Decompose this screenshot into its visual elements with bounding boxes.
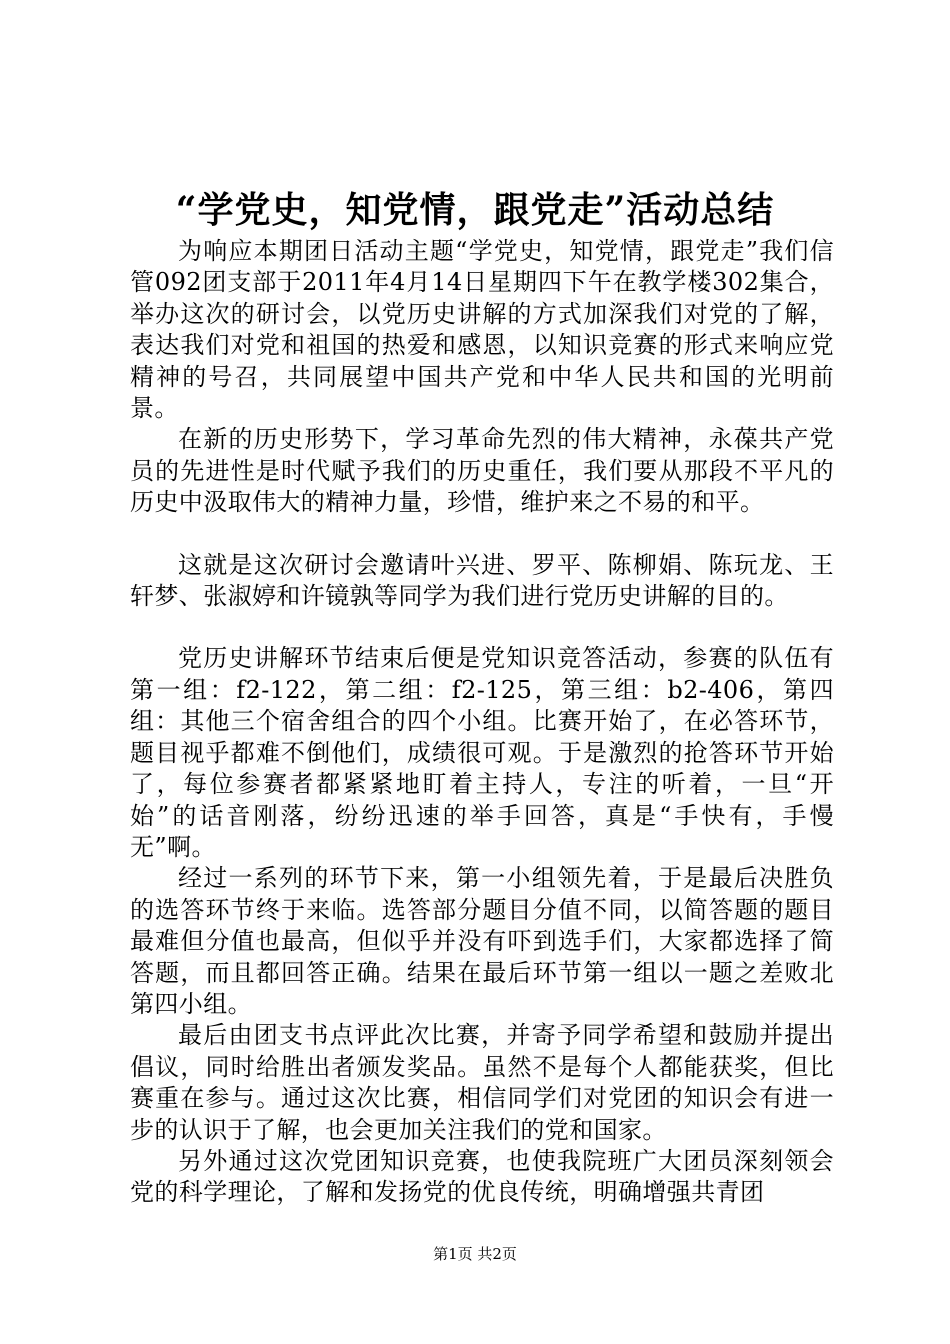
document-body bbox=[130, 236, 834, 1209]
document-title: “学党史，知党情，跟党走”活动总结 bbox=[175, 189, 775, 231]
paragraph-review: 最后由团支书点评此次比赛，并寄予同学希望和鼓励并提出倡议，同时给胜出者颁发奖品。虽然不是每个人都能获奖，但比赛重在参与。通过这次比赛，相信同学们对党团的知识会有进一步的认识于了解，也会更加关注我们的党和国家。 bbox=[130, 1021, 834, 1144]
paragraph-quiz: 党历史讲解环节结束后便是党知识竞答活动，参赛的队伍有第一组：f2-122，第二组：f2-125，第三组：b2-406，第四组：其他三个宿舍组合的四个小组。比赛开始了，在必答环节，题目视乎都难不倒他们，成绩很可观。于是激烈的抢答环节开始了，每位参赛者都紧紧地盯着主持人，专注的听着，一旦“开始”的话音刚落，纷纷迅速的举手回答，真是“手快有，手慢无”啊。 bbox=[130, 644, 834, 861]
page-number: 第1页 共2页 bbox=[433, 1245, 517, 1263]
paragraph-speakers: 这就是这次研讨会邀请叶兴进、罗平、陈柳娟、陈玩龙、王轩梦、张淑婷和许镜孰等同学为我们进行党历史讲解的目的。 bbox=[130, 550, 834, 611]
paragraph-history: 在新的历史形势下，学习革命先烈的伟大精神，永葆共产党员的先进性是时代赋予我们的历史重任，我们要从那段不平凡的历史中汲取伟大的精神力量，珍惜，维护来之不易的和平。 bbox=[130, 425, 834, 517]
paragraph-intro: 为响应本期团日活动主题“学党史，知党情，跟党走”我们信管092团支部于2011年4月14日星期四下午在教学楼302集合，举办这次的研讨会，以党历史讲解的方式加深我们对党的了解，表达我们对党和祖国的热爱和感恩，以知识竞赛的形式来响应党精神的号召，共同展望中国共产党和中华人民共和国的光明前景。 bbox=[130, 237, 834, 423]
paragraph-conclusion: 另外通过这次党团知识竞赛，也使我院班广大团员深刻领会党的科学理论，了解和发扬党的优良传统，明确增强共青团 bbox=[130, 1146, 834, 1207]
paragraph-final-round: 经过一系列的环节下来，第一小组领先着，于是最后决胜负的选答环节终于来临。选答部分题目分值不同，以简答题的题目最难但分值也最高，但似乎并没有吓到选手们，大家都选择了简答题，而且都回答正确。结果在最后环节第一组以一题之差败北第四小组。 bbox=[130, 864, 834, 1018]
